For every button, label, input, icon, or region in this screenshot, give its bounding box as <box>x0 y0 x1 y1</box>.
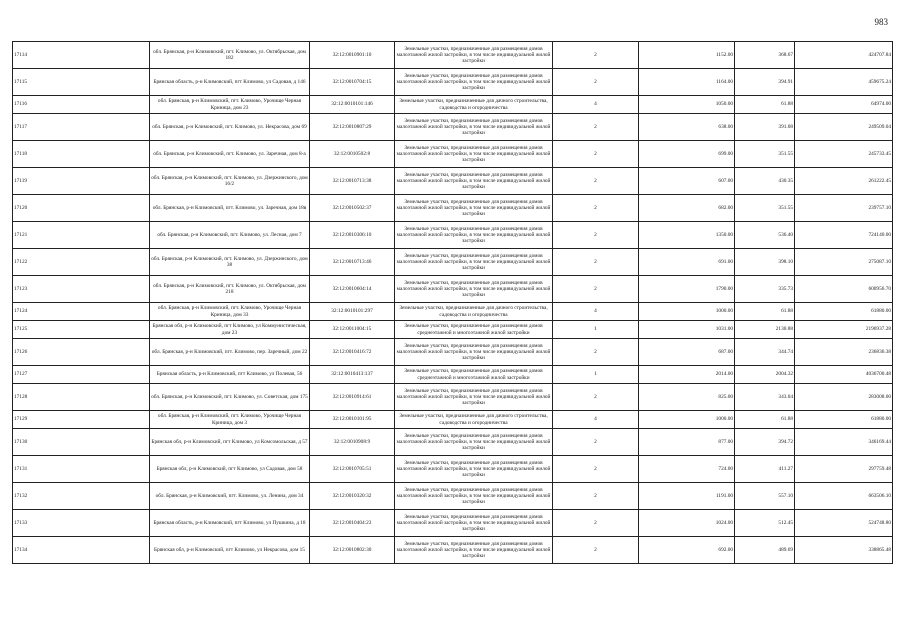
row-number: 17118 <box>13 141 150 168</box>
land-use-cell: Земельные участки, предназначенные для размещения домов малоэтажной жилой застройки, в том числе индивидуальной жилой застройки <box>395 222 553 249</box>
row-number: 17126 <box>13 339 150 366</box>
cadastral-value-cell: 239757.10 <box>795 195 893 222</box>
address-cell: Брянская область, р-н Климовский, пгт Климово, ул Полевая, 56 <box>150 366 310 384</box>
cadastral-number-cell: 32:12:0010502:37 <box>310 195 395 222</box>
category-cell: 4 <box>553 411 639 429</box>
area-cell: 1031.00 <box>639 321 735 339</box>
table-row <box>13 456 893 483</box>
area-cell: 682.00 <box>639 195 735 222</box>
land-use-cell: Земельные участки, предназначенные для размещения домов малоэтажной жилой застройки, в том числе индивидуальной жилой застройки <box>395 141 553 168</box>
land-use-cell: Земельные участки, предназначенные для размещения домов малоэтажной жилой застройки, в том числе индивидуальной жилой застройки <box>395 510 553 537</box>
table-row <box>13 168 893 195</box>
land-use-cell: Земельные участки, предназначенные для размещения домов малоэтажной жилой застройки, в том числе индивидуальной жилой застройки <box>395 114 553 141</box>
table-row <box>13 42 893 69</box>
address-cell: обл. Брянская, р-н Климовский, пгт. Климово, пер. Заречный, дом 22 <box>150 339 310 366</box>
table-row <box>13 366 893 384</box>
area-cell: 1000.00 <box>639 303 735 321</box>
table-row <box>13 222 893 249</box>
cadastral-number-cell: 32:12:0010604:14 <box>310 276 395 303</box>
table-row <box>13 114 893 141</box>
category-cell: 2 <box>553 114 639 141</box>
address-cell: обл. Брянская, р-н Климовский, пгт. Климово, ул. Лесная, дом 7 <box>150 222 310 249</box>
cadastral-number-cell: 32:12:0010416:72 <box>310 339 395 366</box>
area-cell: 607.00 <box>639 168 735 195</box>
area-cell: 1152.00 <box>639 42 735 69</box>
land-use-cell: Земельные участки, предназначенные для размещения домов малоэтажной жилой застройки, в том числе индивидуальной жилой застройки <box>395 537 553 564</box>
category-cell: 2 <box>553 483 639 510</box>
area-cell: 1350.00 <box>639 222 735 249</box>
category-cell: 2 <box>553 510 639 537</box>
row-number: 17124 <box>13 303 150 321</box>
cadastral-number-cell: 32:12:0010713:46 <box>310 249 395 276</box>
cadastral-value-cell: 249509.04 <box>795 114 893 141</box>
area-cell: 1790.00 <box>639 276 735 303</box>
row-number: 17128 <box>13 384 150 411</box>
address-cell: обл. Брянская, р-н Климовский, пгт. Климово, ул. Заречная, дом 18в <box>150 195 310 222</box>
table-row <box>13 429 893 456</box>
land-use-cell: Земельные участки, предназначенные для размещения домов малоэтажной жилой застройки, в том числе индивидуальной жилой застройки <box>395 42 553 69</box>
area-cell: 825.00 <box>639 384 735 411</box>
address-cell: Брянская область, р-н Климовский, пгт Климово, ул Пушкина, д 18 <box>150 510 310 537</box>
land-plots-table <box>12 41 893 564</box>
category-cell: 2 <box>553 195 639 222</box>
unit-price-cell: 335.73 <box>735 276 795 303</box>
row-number: 17133 <box>13 510 150 537</box>
row-number: 17115 <box>13 69 150 96</box>
table-row <box>13 276 893 303</box>
cadastral-value-cell: 459675.24 <box>795 69 893 96</box>
area-cell: 1050.00 <box>639 96 735 114</box>
category-cell: 1 <box>553 366 639 384</box>
cadastral-value-cell: 261222.45 <box>795 168 893 195</box>
land-use-cell: Земельные участки, предназначенные для размещения домов среднеэтажной и многоэтажной жилой застройки <box>395 321 553 339</box>
cadastral-number-cell: 32:12:0010802:30 <box>310 537 395 564</box>
address-cell: обл. Брянская, р-н Климовский, пгт. Климово, ул. Дзержинского, дом 16/2 <box>150 168 310 195</box>
land-use-cell: Земельные участки, предназначенные для дачного строительства, садоводства и огородничества <box>395 303 553 321</box>
unit-price-cell: 411.27 <box>735 456 795 483</box>
row-number: 17122 <box>13 249 150 276</box>
land-use-cell: Земельные участки, предназначенные для размещения домов малоэтажной жилой застройки, в том числе индивидуальной жилой застройки <box>395 429 553 456</box>
unit-price-cell: 557.10 <box>735 483 795 510</box>
land-use-cell: Земельные участки, предназначенные для размещения домов малоэтажной жилой застройки, в том числе индивидуальной жилой застройки <box>395 276 553 303</box>
area-cell: 691.00 <box>639 249 735 276</box>
cadastral-number-cell: 32:12:0010705:51 <box>310 456 395 483</box>
address-cell: Брянская обл, р-н Климовский, пгт Климово, ул Коммунистическая, дом 23 <box>150 321 310 339</box>
category-cell: 2 <box>553 339 639 366</box>
category-cell: 2 <box>553 69 639 96</box>
table-row <box>13 510 893 537</box>
address-cell: обл. Брянская, р-н Климовский, пгт. Климово, ул. Советская, дом 175 <box>150 384 310 411</box>
cadastral-value-cell: 275087.10 <box>795 249 893 276</box>
table-row <box>13 141 893 168</box>
row-number: 17123 <box>13 276 150 303</box>
cadastral-value-cell: 236836.38 <box>795 339 893 366</box>
cadastral-number-cell: 32:12:0011004:15 <box>310 321 395 339</box>
land-use-cell: Земельные участки, предназначенные для дачного строительства, садоводства и огородничества <box>395 96 553 114</box>
address-cell: обл. Брянская, р-н Климовский, пгт. Климово, ул. Октябрьская, дом 182 <box>150 42 310 69</box>
cadastral-number-cell: 32:12:0010807:29 <box>310 114 395 141</box>
address-cell: обл. Брянская, р-н Климовский, пгт. Климово, ул. Дзержинского, дом 38 <box>150 249 310 276</box>
address-cell: Брянская область, р-н Климовский, пгт Климово, ул Садовая, д 146 <box>150 69 310 96</box>
cadastral-value-cell: 346169.44 <box>795 429 893 456</box>
land-use-cell: Земельные участки, предназначенные для дачного строительства, садоводства и огородничества <box>395 411 553 429</box>
unit-price-cell: 61.88 <box>735 303 795 321</box>
unit-price-cell: 394.91 <box>735 69 795 96</box>
row-number: 17120 <box>13 195 150 222</box>
category-cell: 4 <box>553 96 639 114</box>
cadastral-number-cell: 32:12:0010413:137 <box>310 366 395 384</box>
table-row <box>13 249 893 276</box>
land-use-cell: Земельные участки, предназначенные для размещения домов среднеэтажной и многоэтажной жилой застройки <box>395 366 553 384</box>
land-use-cell: Земельные участки, предназначенные для размещения домов малоэтажной жилой застройки, в том числе индивидуальной жилой застройки <box>395 483 553 510</box>
category-cell: 2 <box>553 276 639 303</box>
row-number: 17132 <box>13 483 150 510</box>
cadastral-value-cell: 338865.48 <box>795 537 893 564</box>
unit-price-cell: 430.35 <box>735 168 795 195</box>
address-cell: обл. Брянская, р-н Климовский, пгт. Климово, Урочище Черная Криница, дом 23 <box>150 96 310 114</box>
unit-price-cell: 391.08 <box>735 114 795 141</box>
row-number: 17134 <box>13 537 150 564</box>
table-row <box>13 69 893 96</box>
area-cell: 699.00 <box>639 141 735 168</box>
area-cell: 1000.00 <box>639 411 735 429</box>
row-number: 17130 <box>13 429 150 456</box>
row-number: 17116 <box>13 96 150 114</box>
category-cell: 4 <box>553 303 639 321</box>
cadastral-value-cell: 600956.70 <box>795 276 893 303</box>
cadastral-value-cell: 724140.00 <box>795 222 893 249</box>
cadastral-number-cell: 32:12:0010101:95 <box>310 411 395 429</box>
table-body <box>13 42 893 564</box>
category-cell: 2 <box>553 537 639 564</box>
unit-price-cell: 61.88 <box>735 411 795 429</box>
table-row <box>13 96 893 114</box>
unit-price-cell: 344.74 <box>735 339 795 366</box>
address-cell: Брянская обл, р-н Климовский, пгт Климово, ул Комсомольская, д 57 <box>150 429 310 456</box>
address-cell: Брянская обл, р-н Климовский, пгт Климово, ул Садовая, дом 58 <box>150 456 310 483</box>
land-use-cell: Земельные участки, предназначенные для размещения домов малоэтажной жилой застройки, в том числе индивидуальной жилой застройки <box>395 249 553 276</box>
area-cell: 1164.00 <box>639 69 735 96</box>
cadastral-value-cell: 245733.45 <box>795 141 893 168</box>
unit-price-cell: 394.72 <box>735 429 795 456</box>
cadastral-number-cell: 32:12:0010704:15 <box>310 69 395 96</box>
cadastral-number-cell: 32:12:0010320:32 <box>310 483 395 510</box>
page-number: 983 <box>874 17 888 27</box>
category-cell: 2 <box>553 429 639 456</box>
category-cell: 2 <box>553 141 639 168</box>
table-row <box>13 384 893 411</box>
land-use-cell: Земельные участки, предназначенные для размещения домов малоэтажной жилой застройки, в том числе индивидуальной жилой застройки <box>395 384 553 411</box>
cadastral-number-cell: 32:12:0010101:297 <box>310 303 395 321</box>
area-cell: 1191.00 <box>639 483 735 510</box>
unit-price-cell: 351.55 <box>735 195 795 222</box>
category-cell: 2 <box>553 168 639 195</box>
unit-price-cell: 2004.32 <box>735 366 795 384</box>
cadastral-number-cell: 32:12:0010306:10 <box>310 222 395 249</box>
unit-price-cell: 368.67 <box>735 42 795 69</box>
address-cell: обл. Брянская, р-н Климовский, пгт. Климово, Урочище Черная Криница, дом 33 <box>150 303 310 321</box>
table-row <box>13 339 893 366</box>
address-cell: обл. Брянская, р-н Климовский, пгт. Климово, ул. Октябрьская, дом 218 <box>150 276 310 303</box>
cadastral-value-cell: 2196937.28 <box>795 321 893 339</box>
table-row <box>13 303 893 321</box>
unit-price-cell: 398.10 <box>735 249 795 276</box>
address-cell: обл. Брянская, р-н Климовский, пгт. Климово, Урочище Черная Криница, дом 3 <box>150 411 310 429</box>
category-cell: 1 <box>553 321 639 339</box>
category-cell: 2 <box>553 249 639 276</box>
cadastral-value-cell: 663506.10 <box>795 483 893 510</box>
row-number: 17119 <box>13 168 150 195</box>
address-cell: обл. Брянская, р-н Климовский, пгт. Климово, ул. Ленина, дом 34 <box>150 483 310 510</box>
cadastral-number-cell: 32:12:0010914:61 <box>310 384 395 411</box>
cadastral-value-cell: 61880.00 <box>795 303 893 321</box>
category-cell: 2 <box>553 42 639 69</box>
unit-price-cell: 61.88 <box>735 96 795 114</box>
cadastral-value-cell: 283008.00 <box>795 384 893 411</box>
area-cell: 2014.00 <box>639 366 735 384</box>
table-row <box>13 411 893 429</box>
cadastral-value-cell: 524748.80 <box>795 510 893 537</box>
land-use-cell: Земельные участки, предназначенные для размещения домов малоэтажной жилой застройки, в том числе индивидуальной жилой застройки <box>395 195 553 222</box>
area-cell: 638.00 <box>639 114 735 141</box>
area-cell: 692.00 <box>639 537 735 564</box>
table-row <box>13 483 893 510</box>
unit-price-cell: 536.40 <box>735 222 795 249</box>
row-number: 17127 <box>13 366 150 384</box>
cadastral-number-cell: 32:12:0010404:23 <box>310 510 395 537</box>
area-cell: 1024.00 <box>639 510 735 537</box>
cadastral-number-cell: 32:12:0010502:8 <box>310 141 395 168</box>
address-cell: обл. Брянская, р-н Климовский, пгт. Климово, ул. Некрасова, дом 69 <box>150 114 310 141</box>
unit-price-cell: 351.55 <box>735 141 795 168</box>
cadastral-value-cell: 424707.84 <box>795 42 893 69</box>
land-use-cell: Земельные участки, предназначенные для размещения домов малоэтажной жилой застройки, в том числе индивидуальной жилой застройки <box>395 456 553 483</box>
cadastral-number-cell: 32:12:0010901:10 <box>310 42 395 69</box>
table-row <box>13 195 893 222</box>
row-number: 17131 <box>13 456 150 483</box>
area-cell: 687.00 <box>639 339 735 366</box>
unit-price-cell: 489.69 <box>735 537 795 564</box>
table-row <box>13 321 893 339</box>
cadastral-number-cell: 32:12:0010713:38 <box>310 168 395 195</box>
row-number: 17125 <box>13 321 150 339</box>
row-number: 17114 <box>13 42 150 69</box>
land-use-cell: Земельные участки, предназначенные для размещения домов малоэтажной жилой застройки, в том числе индивидуальной жилой застройки <box>395 69 553 96</box>
cadastral-value-cell: 4036700.48 <box>795 366 893 384</box>
row-number: 17121 <box>13 222 150 249</box>
cadastral-value-cell: 297759.48 <box>795 456 893 483</box>
land-use-cell: Земельные участки, предназначенные для размещения домов малоэтажной жилой застройки, в том числе индивидуальной жилой застройки <box>395 168 553 195</box>
category-cell: 2 <box>553 384 639 411</box>
cadastral-value-cell: 61880.00 <box>795 411 893 429</box>
unit-price-cell: 343.04 <box>735 384 795 411</box>
area-cell: 724.00 <box>639 456 735 483</box>
unit-price-cell: 512.45 <box>735 510 795 537</box>
category-cell: 2 <box>553 222 639 249</box>
table-row <box>13 537 893 564</box>
address-cell: Брянская обл, р-н Климовский, пгт Климово, ул Некрасова, дом 15 <box>150 537 310 564</box>
area-cell: 877.00 <box>639 429 735 456</box>
unit-price-cell: 2130.88 <box>735 321 795 339</box>
cadastral-value-cell: 64974.00 <box>795 96 893 114</box>
cadastral-number-cell: 32:12:0010101:146 <box>310 96 395 114</box>
land-use-cell: Земельные участки, предназначенные для размещения домов малоэтажной жилой застройки, в том числе индивидуальной жилой застройки <box>395 339 553 366</box>
row-number: 17129 <box>13 411 150 429</box>
category-cell: 2 <box>553 456 639 483</box>
row-number: 17117 <box>13 114 150 141</box>
cadastral-number-cell: 32:12:0010908:9 <box>310 429 395 456</box>
address-cell: обл. Брянская, р-н Климовский, пгт. Климово, ул. Заречная, дом 8-а <box>150 141 310 168</box>
